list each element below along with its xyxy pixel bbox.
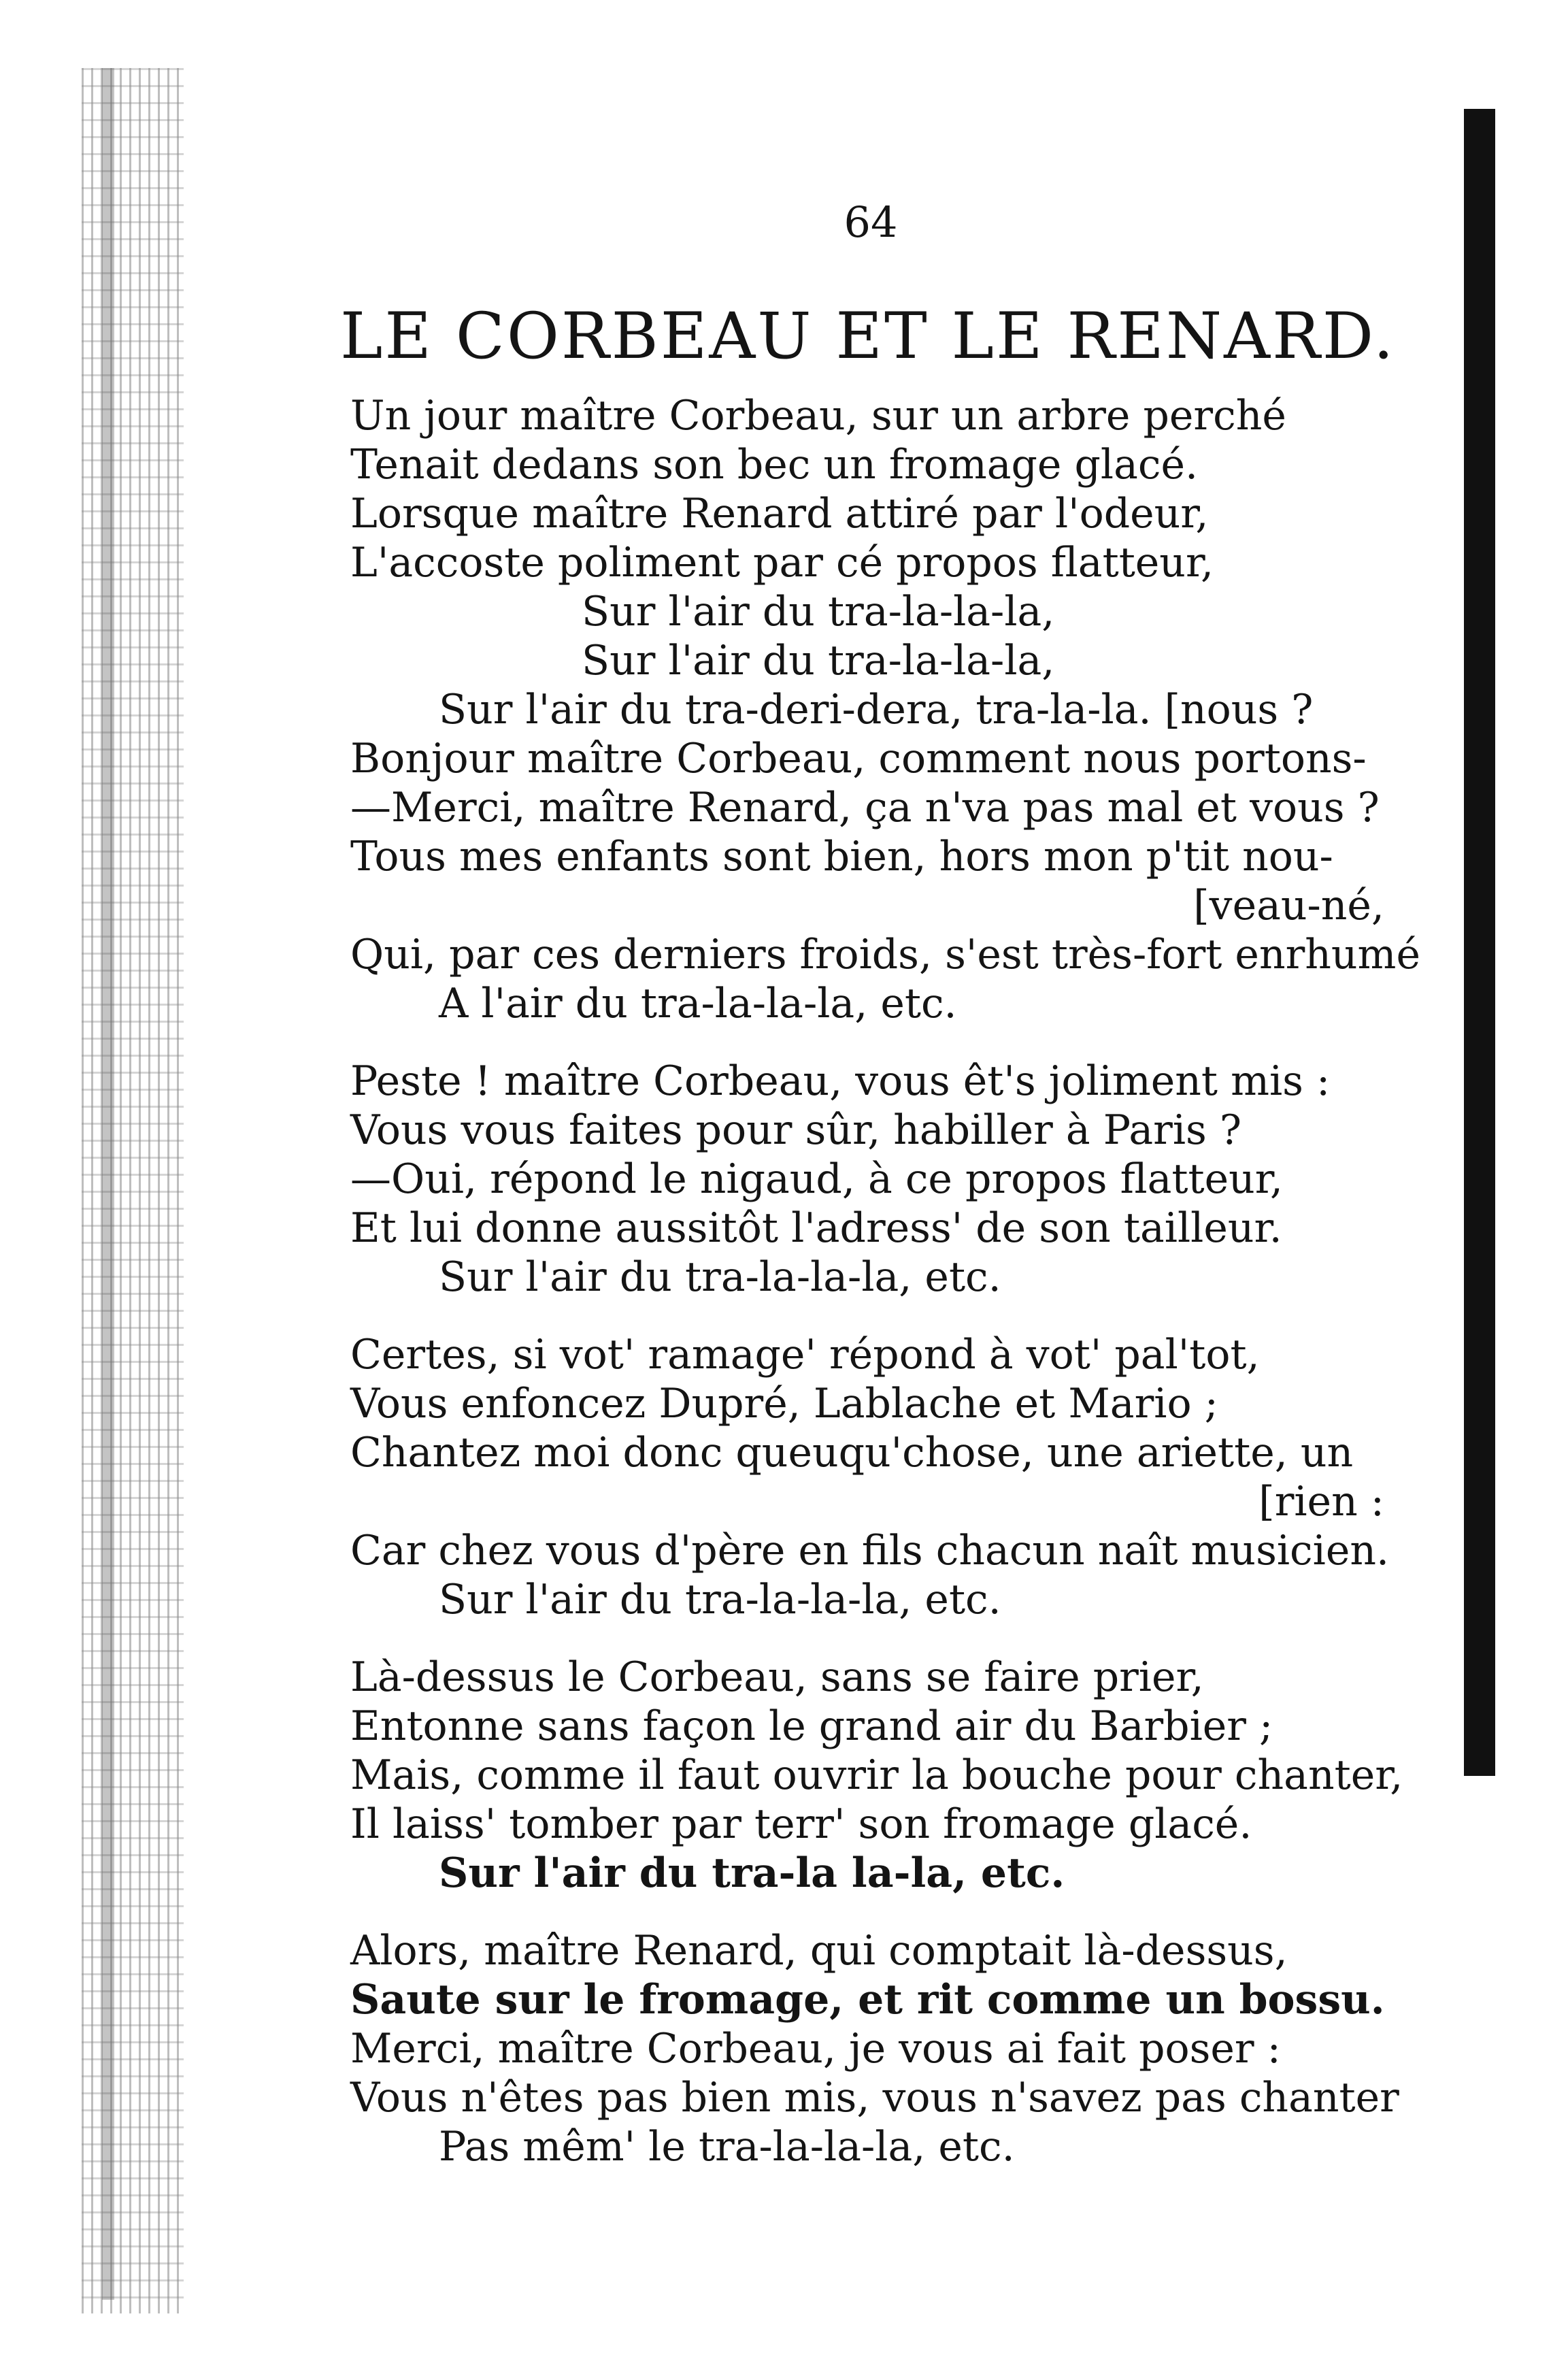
scan-binding-shadow <box>82 68 184 2313</box>
stanza <box>350 391 1420 1028</box>
verse-line: Merci, maître Corbeau, je vous ai fait poser : <box>350 2025 1281 2073</box>
verse-line: Vous vous faites pour sûr, habiller à Paris ? <box>350 1106 1242 1154</box>
verse-line: Lorsque maître Renard attiré par l'odeur, <box>350 490 1209 538</box>
verse-line: Tenait dedans son bec un fromage glacé. <box>350 441 1199 489</box>
verse-line: Sur l'air du tra-la-la-la, etc. <box>439 1253 1001 1301</box>
verse-line: Sur l'air du tra-la-la-la, <box>582 637 1055 685</box>
verse-line: Et lui donne aussitôt l'adress' de son tailleur. <box>350 1204 1282 1252</box>
stanza <box>350 1653 1403 1898</box>
verse-line: [veau-né, <box>1193 882 1384 929</box>
verse-line: Sur l'air du tra-la-la-la, etc. <box>439 1576 1001 1623</box>
page-number: 64 <box>844 197 898 247</box>
verse-line: Tous mes enfants sont bien, hors mon p'tit nou- <box>350 833 1333 880</box>
verse-line: A l'air du tra-la-la-la, etc. <box>439 980 957 1027</box>
stanza <box>350 1057 1384 1302</box>
verse-line: Peste ! maître Corbeau, vous êt's joliment mis : <box>350 1057 1331 1105</box>
verse-line: Mais, comme il faut ouvrir la bouche pour chanter, <box>350 1751 1403 1799</box>
verse-line: Vous enfoncez Dupré, Lablache et Mario ; <box>350 1380 1218 1428</box>
verse-line: Vous n'êtes pas bien mis, vous n'savez pas chanter <box>350 2074 1399 2122</box>
verse-line: Là-dessus le Corbeau, sans se faire prier, <box>350 1653 1204 1701</box>
verse-line: L'accoste poliment par cé propos flatteur, <box>350 539 1214 587</box>
scan-binding-edge <box>102 68 114 2300</box>
verse-line: Pas mêm' le tra-la-la-la, etc. <box>439 2123 1015 2171</box>
verse-line: Saute sur le fromage, et rit comme un bossu. <box>350 1976 1385 2024</box>
verse-line: Certes, si vot' ramage' répond à vot' pal'tot, <box>350 1331 1260 1379</box>
verse-line: Sur l'air du tra-la la-la, etc. <box>439 1849 1065 1897</box>
verse-line: Alors, maître Renard, qui comptait là-dessus, <box>350 1927 1288 1975</box>
scan-right-edge-bar <box>1464 109 1495 1776</box>
stanza <box>350 1926 1399 2171</box>
verse-line: Qui, par ces derniers froids, s'est très-fort enrhumé <box>350 931 1420 978</box>
page-title: LE CORBEAU ET LE RENARD. <box>340 299 1396 374</box>
verse-line: [rien : <box>1258 1478 1384 1526</box>
verse-line: Sur l'air du tra-la-la-la, <box>582 588 1055 636</box>
verse-line: Car chez vous d'père en fils chacun naît musicien. <box>350 1527 1390 1575</box>
verse-line: Un jour maître Corbeau, sur un arbre perché <box>350 392 1286 440</box>
verse-line: Bonjour maître Corbeau, comment nous portons- <box>350 735 1367 782</box>
verse-line: Entonne sans façon le grand air du Barbier ; <box>350 1702 1273 1750</box>
song-text <box>350 391 1420 2200</box>
verse-line: —Oui, répond le nigaud, à ce propos flatteur, <box>350 1155 1283 1203</box>
verse-line: —Merci, maître Renard, ça n'va pas mal et vous ? <box>350 784 1380 831</box>
verse-line: Sur l'air du tra-deri-dera, tra-la-la. [nous ? <box>439 686 1314 733</box>
verse-line: Il laiss' tomber par terr' son fromage glacé. <box>350 1800 1252 1848</box>
verse-line: Chantez moi donc queuqu'chose, une ariette, un <box>350 1429 1354 1477</box>
stanza <box>350 1330 1390 1624</box>
